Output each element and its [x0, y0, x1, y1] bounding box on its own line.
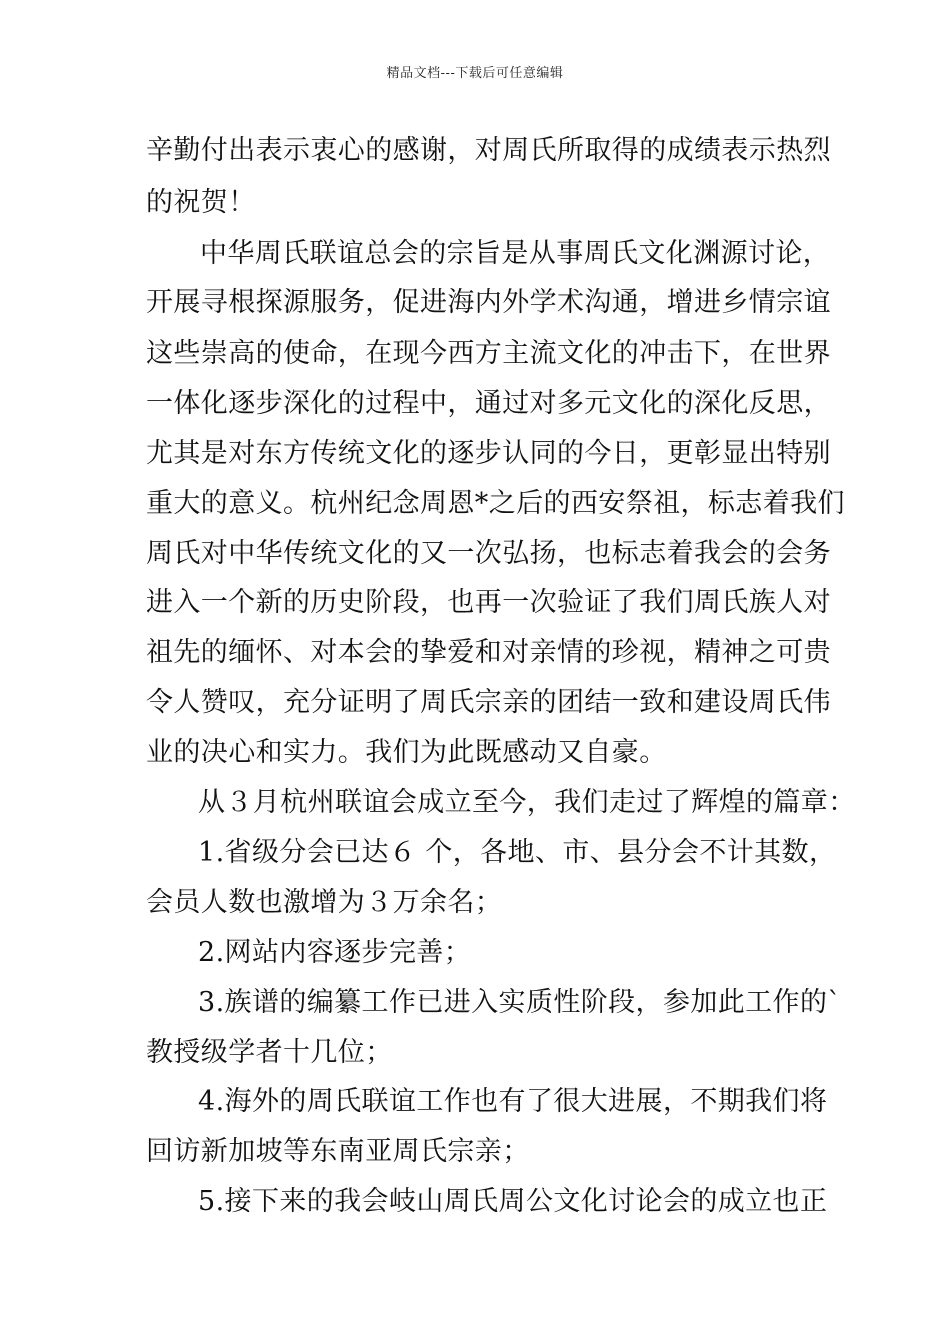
text-line: 一体化逐步深化的过程中，通过对多元文化的深化反思，: [146, 388, 831, 419]
text-line: 回访新加坡等东南亚周氏宗亲；: [146, 1136, 530, 1167]
list-item-3: 3.族谱的编纂工作已进入实质性阶段，参加此工作的`: [198, 987, 842, 1018]
text-line: 的祝贺！: [146, 187, 256, 218]
text-line: 尤其是对东方传统文化的逐步认同的今日，更彰显出特别: [146, 438, 831, 469]
text-line: 这些崇高的使命，在现今西方主流文化的冲击下，在世界: [146, 338, 831, 369]
list-item-1: 1.省级分会已达６ 个，各地、市、县分会不计其数，: [198, 837, 837, 868]
text-line: 重大的意义。杭州纪念周恩*之后的西安祭祖，标志着我们: [146, 488, 845, 519]
text-line: 周氏对中华传统文化的又一次弘扬，也标志着我会的会务: [146, 538, 831, 569]
text-line: 教授级学者十几位；: [146, 1037, 393, 1068]
text-line: 进入一个新的历史阶段，也再一次验证了我们周氏族人对: [146, 587, 831, 618]
list-item-5: 5.接下来的我会岐山周氏周公文化讨论会的成立也正: [198, 1186, 828, 1217]
page-header: 精品文档---下载后可任意编辑: [386, 66, 564, 81]
text-line: 开展寻根探源服务，促进海内外学术沟通，增进乡情宗谊: [146, 287, 831, 318]
paragraph-start-line: 中华周氏联谊总会的宗旨是从事周氏文化渊源讨论，: [200, 238, 831, 269]
text-line: 祖先的缅怀、对本会的挚爱和对亲情的珍视，精神之可贵: [146, 637, 831, 668]
text-line: 辛勤付出表示衷心的感谢，对周氏所取得的成绩表示热烈: [146, 135, 831, 166]
list-item-2: 2.网站内容逐步完善；: [198, 937, 472, 968]
text-line: 会员人数也激增为３万余名；: [146, 887, 503, 918]
text-line: 令人赞叹，充分证明了周氏宗亲的团结一致和建设周氏伟: [146, 687, 831, 718]
paragraph-start-line: 从３月杭州联谊会成立至今，我们走过了辉煌的篇章：: [198, 787, 856, 818]
text-line: 业的决心和实力。我们为此既感动又自豪。: [146, 737, 667, 768]
list-item-4: 4.海外的周氏联谊工作也有了很大进展，不期我们将: [198, 1086, 828, 1117]
